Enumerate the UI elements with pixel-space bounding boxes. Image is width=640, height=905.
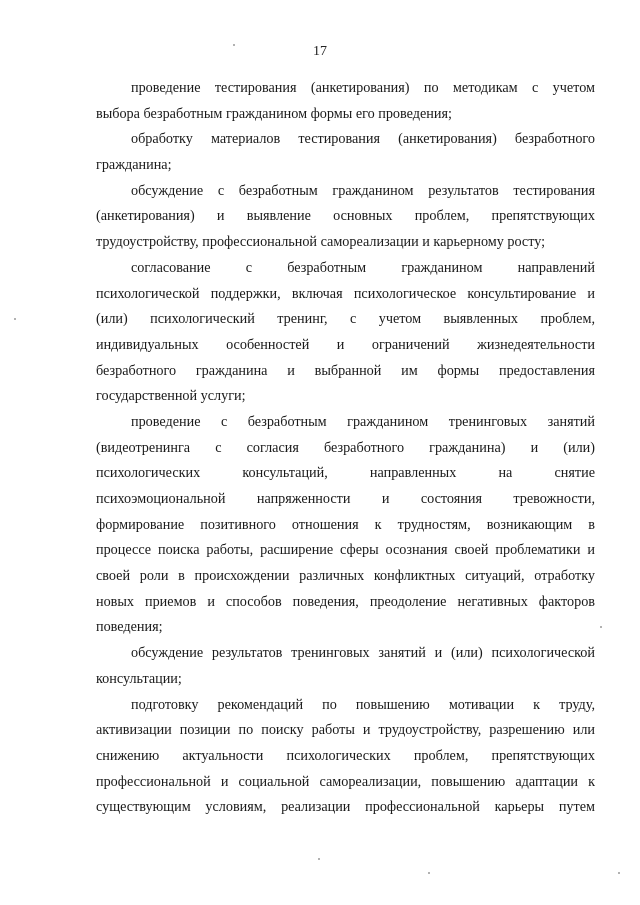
text-line: психоэмоциональной напряженности и состояния тревожности, — [96, 491, 595, 507]
text-line: гражданина; — [96, 157, 172, 174]
text-line: формирование позитивного отношения к трудностям, возникающим в — [96, 516, 595, 533]
text-line: процессе поиска работы, расширение сферы осознания своей проблематики и — [96, 542, 595, 559]
paragraph — [96, 256, 595, 410]
text-line: психологической поддержки, включая психологическое консультирование и — [96, 285, 595, 302]
text-line: трудоустройству, профессиональной самореализации и карьерному росту; — [96, 234, 546, 251]
text-line: своей роли в происхождении различных конфликтных ситуаций, отработку — [96, 568, 595, 585]
text-line: снижению актуальности психологических проблем, препятствующих — [96, 747, 595, 764]
text-line: обработку материалов тестирования (анкетирования) безработного — [131, 131, 595, 148]
scan-speck — [600, 626, 602, 628]
text-line: существующим условиям, реализации профессиональной карьеры путем — [96, 799, 595, 816]
paragraph — [96, 76, 595, 127]
text-line: (видеотренинга с согласия безработного гражданина) и (или) — [96, 439, 595, 456]
scan-speck — [318, 858, 320, 860]
text-line: консультации; — [96, 670, 182, 687]
text-line: поведения; — [96, 619, 163, 636]
scan-speck — [428, 872, 430, 874]
scan-speck — [618, 872, 620, 874]
paragraph — [96, 179, 595, 256]
paragraph — [96, 693, 595, 821]
text-line: индивидуальных особенностей и ограничений жизнедеятельности — [96, 336, 595, 353]
text-line: обсуждение с безработным гражданином результатов тестирования — [131, 182, 595, 199]
text-line: подготовку рекомендаций по повышению мотивации к труду, — [131, 696, 595, 713]
paragraph — [96, 127, 595, 178]
text-line: безработного гражданина и выбранной им формы предоставления — [96, 362, 595, 379]
text-line: профессиональной и социальной самореализации, повышению адаптации к — [96, 773, 595, 790]
text-line: психологических консультаций, направленных на снятие — [96, 465, 595, 482]
text-line: проведение с безработным гражданином тренинговых занятий — [131, 413, 595, 430]
paragraph — [96, 410, 595, 641]
text-line: проведение тестирования (анкетирования) по методикам с учетом — [131, 80, 595, 96]
paragraph — [96, 641, 595, 692]
text-line: обсуждение результатов тренинговых занятий и (или) психологической — [131, 645, 595, 662]
text-line: государственной услуги; — [96, 388, 246, 405]
text-line: (анкетирования) и выявление основных проблем, препятствующих — [96, 208, 595, 225]
text-line: активизации позиции по поиску работы и трудоустройству, разрешению или — [96, 722, 595, 739]
text-line: новых приемов и способов поведения, преодоление негативных факторов — [96, 593, 595, 610]
text-line: (или) психологический тренинг, с учетом выявленных проблем, — [96, 311, 595, 328]
scan-speck — [14, 318, 16, 320]
scan-speck — [233, 44, 235, 46]
text-line: согласование с безработным гражданином направлений — [131, 259, 595, 276]
page-number: 17 — [313, 44, 327, 59]
body-text — [96, 76, 595, 821]
text-line: выбора безработным гражданином формы его проведения; — [96, 105, 452, 122]
